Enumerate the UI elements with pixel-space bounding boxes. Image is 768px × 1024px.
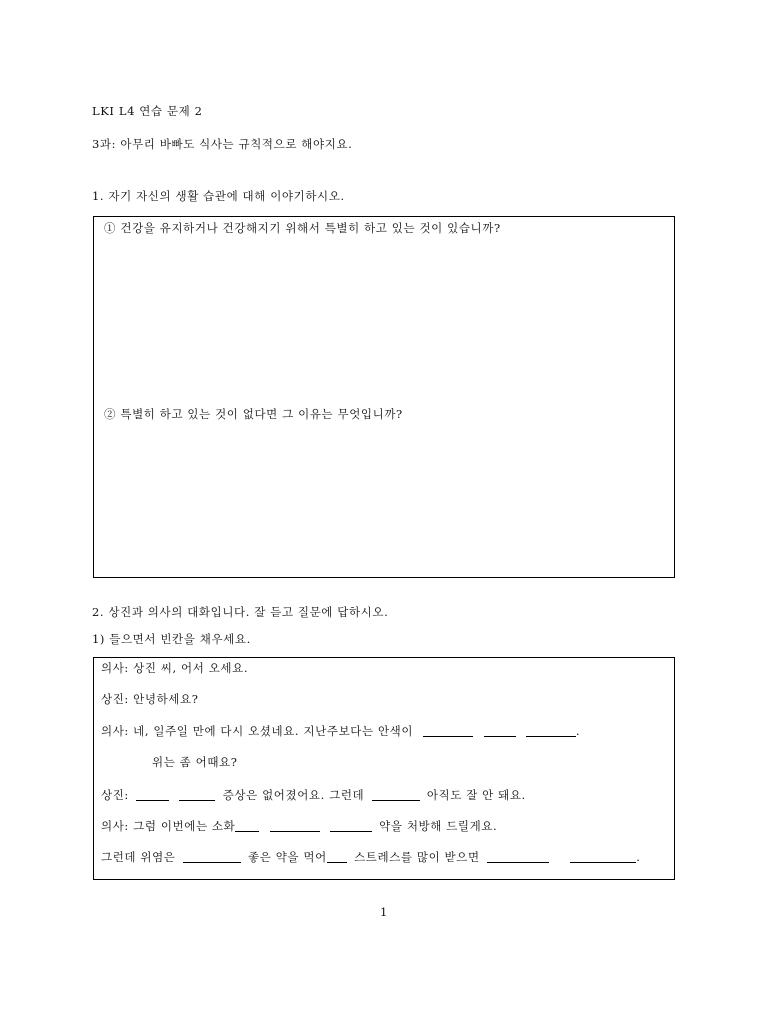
answer-blank[interactable]: [179, 788, 215, 801]
answer-blank[interactable]: [183, 850, 241, 863]
answer-blank[interactable]: [330, 819, 372, 832]
answer-blank[interactable]: [570, 850, 636, 863]
dialogue-text: 아직도 잘 안 돼요.: [426, 788, 526, 802]
lesson-title: 3과: 아무리 바빠도 식사는 규칙적으로 해야지요.: [92, 137, 353, 151]
answer-blank[interactable]: [372, 788, 420, 801]
dialogue-text: 약을 처방해 드릴게요.: [379, 819, 498, 833]
dialogue-text: 의사: 그럼 이번에는 소화: [101, 819, 236, 833]
sentence-period: .: [575, 724, 581, 738]
dialogue-text: 증상은 없어졌어요. 그런데: [222, 788, 365, 802]
section-1-heading: 1. 자기 자신의 생활 습관에 대해 이야기하시오.: [92, 189, 345, 203]
dialogue-line-4: [152, 754, 238, 770]
answer-blank[interactable]: [136, 788, 169, 801]
dialogue-text: 스트레스를 많이 받으면: [354, 850, 480, 864]
dialogue-line-2: [101, 691, 198, 707]
dialogue-line-3: [101, 723, 580, 739]
sentence-period: .: [636, 850, 641, 864]
answer-blank[interactable]: [327, 850, 347, 863]
answer-blank[interactable]: [235, 819, 259, 832]
page-number: 1: [380, 905, 388, 919]
answer-blank[interactable]: [484, 724, 516, 737]
dialogue-text: 상진: 안녕하세요?: [101, 692, 199, 706]
dialogue-text: 좋은 약을 먹어: [248, 850, 327, 864]
dialogue-text: 위는 좀 어때요?: [152, 755, 238, 769]
dialogue-line-1: [101, 660, 248, 676]
dialogue-text: 상진:: [101, 788, 129, 802]
dialogue-text: 의사: 네, 일주일 만에 다시 오셨네요. 지난주보다는 안색이: [101, 724, 414, 738]
dialogue-text: 의사: 상진 씨, 어서 오세요.: [101, 661, 249, 675]
section-2-heading: 2. 상진과 의사의 대화입니다. 잘 듣고 질문에 답하시오.: [92, 605, 389, 619]
dialogue-line-6: [101, 818, 497, 834]
dialogue-line-7: [101, 849, 640, 865]
answer-blank[interactable]: [487, 850, 549, 863]
answer-blank[interactable]: [526, 724, 576, 737]
question-2: ② 특별히 하고 있는 것이 없다면 그 이유는 무엇입니까?: [104, 407, 403, 421]
dialogue-text: 그런데 위염은: [101, 850, 176, 864]
course-title: LKI L4 연습 문제 2: [92, 104, 203, 118]
question-1: ① 건강을 유지하거나 건강해지기 위해서 특별히 하고 있는 것이 있습니까?: [104, 221, 501, 235]
answer-blank[interactable]: [423, 724, 473, 737]
section-2-subheading: 1) 들으면서 빈칸을 채우세요.: [92, 632, 251, 646]
answer-blank[interactable]: [270, 819, 320, 832]
section-1-answer-box: [93, 216, 675, 578]
dialogue-box: [93, 657, 675, 880]
dialogue-line-5: [101, 787, 526, 803]
